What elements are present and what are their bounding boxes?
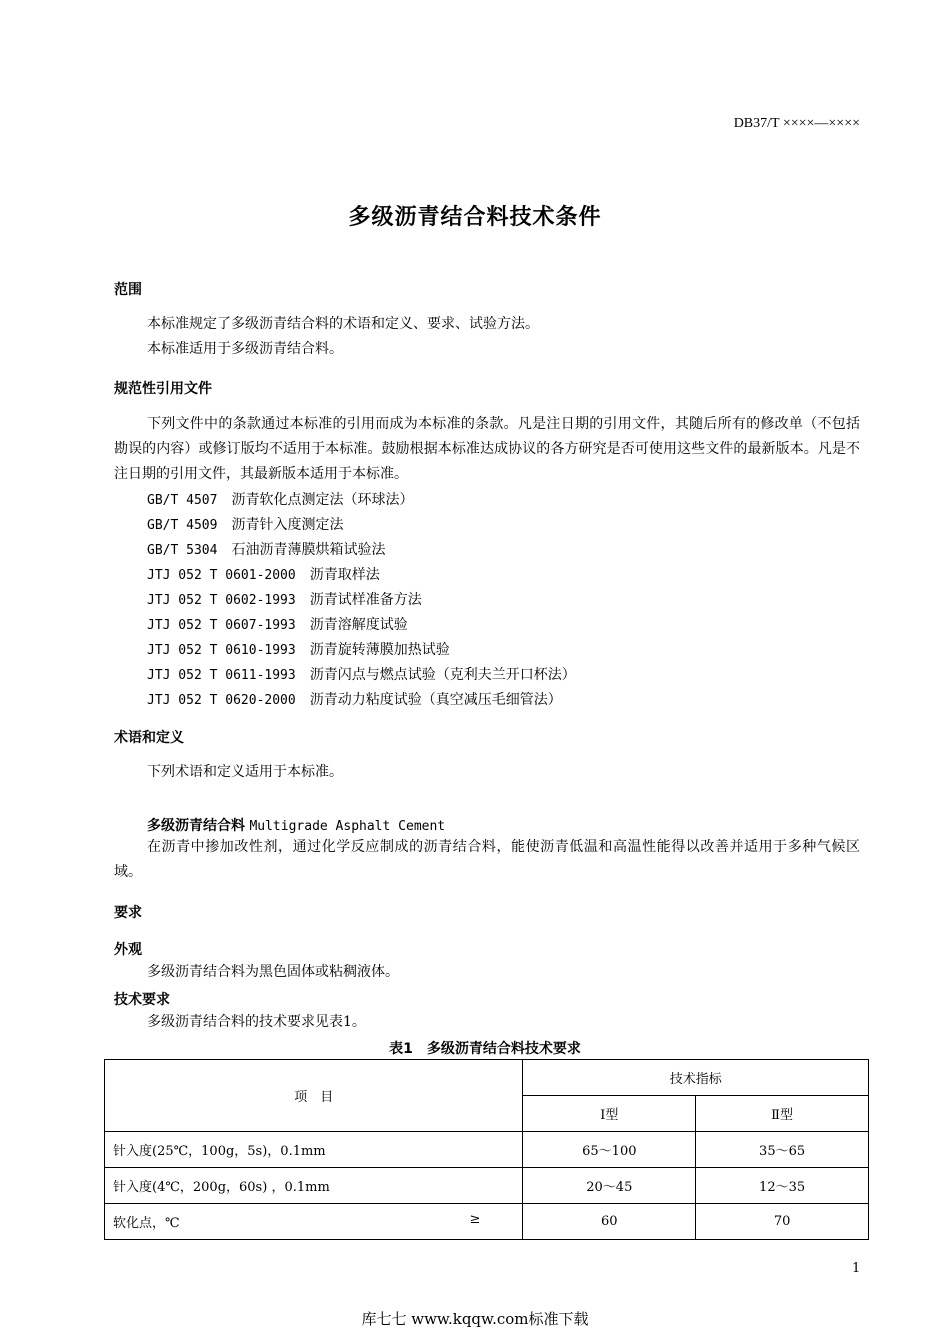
- reference-name: 沥青溶解度试验: [309, 617, 408, 633]
- reference-name: 沥青针入度测定法: [231, 517, 344, 533]
- header-type-1: Ⅰ型: [523, 1096, 696, 1132]
- term-english: Multigrade Asphalt Cement: [249, 819, 446, 834]
- requirements-heading: 要求: [114, 905, 142, 921]
- reference-code: JTJ 052 T 0601-2000: [147, 568, 296, 583]
- row-item-label: 软化点，℃: [113, 1216, 180, 1231]
- row-value-2: 35～65: [696, 1132, 869, 1168]
- reference-code: GB/T 4509: [147, 518, 218, 533]
- reference-code: GB/T 4507: [147, 493, 218, 508]
- page-number: 1: [852, 1261, 861, 1276]
- row-item: [105, 1168, 523, 1204]
- reference-code: JTJ 052 T 0620-2000: [147, 693, 296, 708]
- reference-code: JTJ 052 T 0602-1993: [147, 593, 296, 608]
- scope-heading: 范围: [114, 282, 142, 298]
- reference-name: 沥青动力粘度试验（真空减压毛细管法）: [309, 692, 562, 708]
- row-value-1: 20～45: [523, 1168, 696, 1204]
- term-entry: [147, 815, 445, 835]
- row-value-2: 70: [696, 1204, 869, 1240]
- reference-item: [147, 614, 408, 634]
- reference-name: 沥青取样法: [309, 567, 380, 583]
- reference-item: [147, 664, 576, 684]
- header-type-2: Ⅱ型: [696, 1096, 869, 1132]
- reference-code: JTJ 052 T 0610-1993: [147, 643, 296, 658]
- reference-code: JTJ 052 T 0611-1993: [147, 668, 296, 683]
- row-item: [105, 1132, 523, 1168]
- row-item-label: 针入度(25℃，100g，5s)，0.1mm: [113, 1144, 326, 1159]
- header-index: 技术指标: [523, 1060, 869, 1096]
- spec-table: [104, 1059, 869, 1240]
- references-heading: 规范性引用文件: [114, 381, 212, 397]
- reference-item: [147, 639, 450, 659]
- appearance-text: 多级沥青结合料为黑色固体或粘稠液体。: [147, 964, 399, 980]
- footer-watermark: 库七七 www.kqqw.com标准下载: [361, 1310, 589, 1328]
- row-item-qualifier: ≥: [469, 1212, 481, 1227]
- reference-code: GB/T 5304: [147, 543, 218, 558]
- reference-name: 沥青软化点测定法（环球法）: [231, 492, 414, 508]
- table-row: [105, 1168, 869, 1204]
- row-value-2: 12～35: [696, 1168, 869, 1204]
- reference-item: [147, 489, 413, 509]
- appearance-heading: 外观: [114, 942, 142, 958]
- term-chinese: 多级沥青结合料: [147, 818, 245, 834]
- terms-intro: 下列术语和定义适用于本标准。: [147, 764, 343, 780]
- scope-line-2: 本标准适用于多级沥青结合料。: [147, 341, 343, 357]
- reference-code: JTJ 052 T 0607-1993: [147, 618, 296, 633]
- table-caption: 表1 多级沥青结合料技术要求: [389, 1041, 581, 1057]
- reference-item: [147, 689, 562, 709]
- references-intro: 下列文件中的条款通过本标准的引用而成为本标准的条款。凡是注日期的引用文件，其随后所有的修改单（不包括勘误的内容）或修订版均不适用于本标准。鼓励根据本标准达成协议的各方研究是否可使用这些文件的最新版本。凡是不注日期的引用文件，其最新版本适用于本标准。: [114, 416, 860, 482]
- row-item: [105, 1204, 523, 1240]
- reference-item: [147, 539, 385, 559]
- table-row: [105, 1204, 869, 1240]
- reference-name: 沥青旋转薄膜加热试验: [309, 642, 450, 658]
- scope-line-1: 本标准规定了多级沥青结合料的术语和定义、要求、试验方法。: [147, 316, 539, 332]
- term-definition: 在沥青中掺加改性剂，通过化学反应制成的沥青结合料，能使沥青低温和高温性能得以改善并适用于多种气候区域。: [114, 839, 860, 880]
- row-item-label: 针入度(4℃，200g，60s) ，0.1mm: [113, 1180, 330, 1195]
- reference-name: 沥青试样准备方法: [309, 592, 422, 608]
- page-title: 多级沥青结合料技术条件: [348, 205, 602, 230]
- reference-item: [147, 564, 380, 584]
- terms-heading: 术语和定义: [114, 730, 184, 746]
- row-value-1: 65～100: [523, 1132, 696, 1168]
- reference-name: 石油沥青薄膜烘箱试验法: [231, 542, 386, 558]
- reference-item: [147, 589, 422, 609]
- reference-item: [147, 514, 343, 534]
- reference-name: 沥青闪点与燃点试验（克利夫兰开口杯法）: [309, 667, 576, 683]
- table-row: [105, 1132, 869, 1168]
- tech-requirements-text: 多级沥青结合料的技术要求见表1。: [147, 1014, 366, 1030]
- document-code: DB37/T ××××—××××: [733, 116, 860, 131]
- tech-requirements-heading: 技术要求: [114, 992, 170, 1008]
- header-item: 项 目: [105, 1060, 523, 1132]
- table-header-row: [105, 1060, 869, 1096]
- row-value-1: 60: [523, 1204, 696, 1240]
